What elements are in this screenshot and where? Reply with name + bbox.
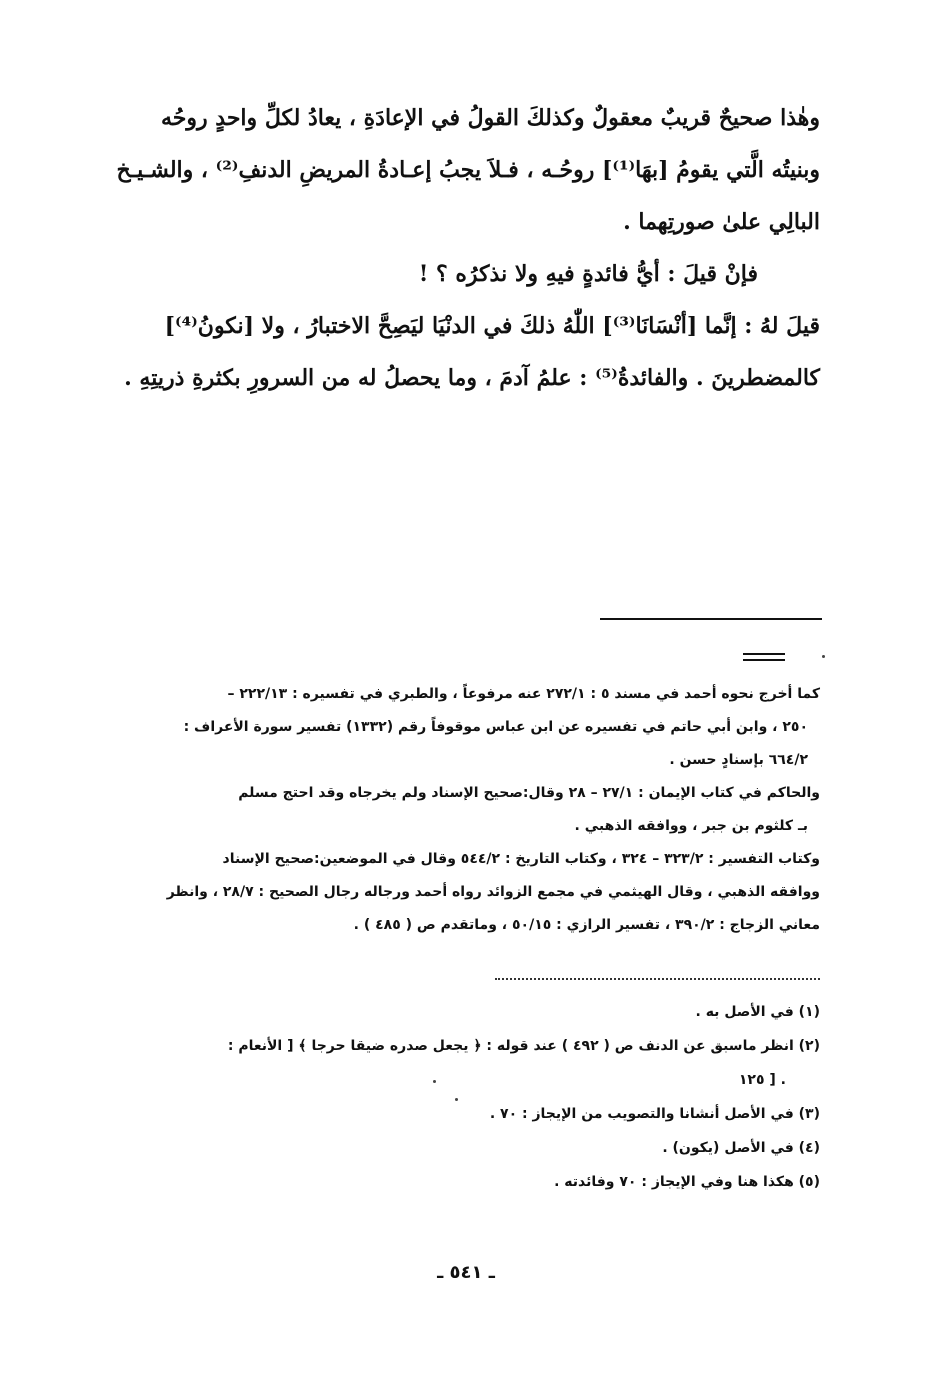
footnote-line: (٥) هكذا هنا وفي الإيجاز : ٧٠ وفائدته . [554, 1174, 820, 1190]
double-rule-divider [743, 653, 785, 661]
reference-notes [118, 678, 820, 942]
reference-line: وكتاب التفسير : ٣٢٣/٢ – ٣٢٤ ، وكتاب التاريخ : ٥٤٤/٢ وقال في الموضعين:صحيح الإسناد [222, 851, 820, 867]
reference-line: ووافقه الذهبي ، وقال الهيثمي في مجمع الزوائد رواه أحمد ورجاله رجال الصحيح : ٢٨/٧ ، وانظر [166, 884, 820, 900]
main-text [100, 92, 820, 404]
scan-speck [822, 655, 825, 658]
main-text-line: البالِي علىٰ صورتِهما . [623, 209, 820, 235]
scan-speck [433, 1080, 436, 1083]
footnotes [128, 995, 820, 1199]
reference-line: والحاكم في كتاب الإيمان : ٢٧/١ – ٢٨ وقال:صحيح الإسناد ولم يخرجاه وقد احتج مسلم [238, 785, 820, 801]
main-text-line: وهٰذا صحيحٌ قريبٌ معقولٌ وكذلكَ القولُ في الإعادَةِ ، يعادُ لكلِّ واحدٍ روحُه [160, 105, 820, 131]
main-text-line: فإنْ قيلَ : أيُّ فائدةٍ فيهِ ولا نذكرُه ؟ ! [418, 261, 758, 287]
reference-line: ٦٦٤/٢ بإسنادٍ حسن . [669, 752, 808, 768]
main-text-line: قيلَ لهُ : إنَّما [أنْسَانَا⁽³⁾] اللّٰهُ ذلكَ في الدنْيَا ليَصِحَّ الاختبارُ ، ولا [نكونُ⁽⁴⁾] [164, 313, 820, 339]
dotted-separator [495, 978, 820, 980]
footnote-line: ١٢٥ ] . [738, 1072, 786, 1088]
reference-line: كما أخرج نحوه أحمد في مسند ٥ : ٢٧٢/١ عنه مرفوعاً ، والطبري في تفسيره : ٢٢٢/١٣ – [227, 686, 820, 702]
footnote-line: (٤) في الأصل (يكون) . [662, 1140, 820, 1156]
reference-line: بـ كلثوم بن جبر ، ووافقه الذهبي . [574, 818, 808, 834]
footnote-line: (٣) في الأصل أنشانا والتصويب من الإيجاز : ٧٠ . [489, 1106, 820, 1122]
page-number: ـ ٥٤١ ـ [437, 1262, 495, 1283]
scan-speck [455, 1098, 458, 1101]
footnote-line: (١) في الأصل به . [695, 1004, 820, 1020]
reference-line: معاني الزجاج : ٣٩٠/٢ ، تفسير الرازي : ٥٠/١٥ ، وماتقدم ص ( ٤٨٥ ) . [353, 917, 820, 933]
footnote-separator [600, 618, 822, 620]
main-text-line: وبنيتُه الَّتي يقومُ [بهَا⁽¹⁾] روحُـه ، فـلاَ يجبُ إعـادةُ المريضِ الدنفِ⁽²⁾ ، والشـيـخ [116, 157, 820, 183]
footnote-line: (٢) انظر ماسبق عن الدنف ص ( ٤٩٢ ) عند قوله : ﴿ يجعل صدره ضيقا حرجا ﴾ [ الأنعام : [227, 1038, 820, 1054]
main-text-line: كالمضطرينَ . والفائدةُ⁽⁵⁾ : علمُ آدمَ ، وما يحصلُ له من السرورِ بكثرةِ ذريتِهِ . [124, 365, 820, 391]
reference-line: ٢٥٠ ، وابن أبي حاتم في تفسيره عن ابن عباس موقوفاً رقم (١٣٣٢) تفسير سورة الأعراف : [183, 719, 808, 735]
